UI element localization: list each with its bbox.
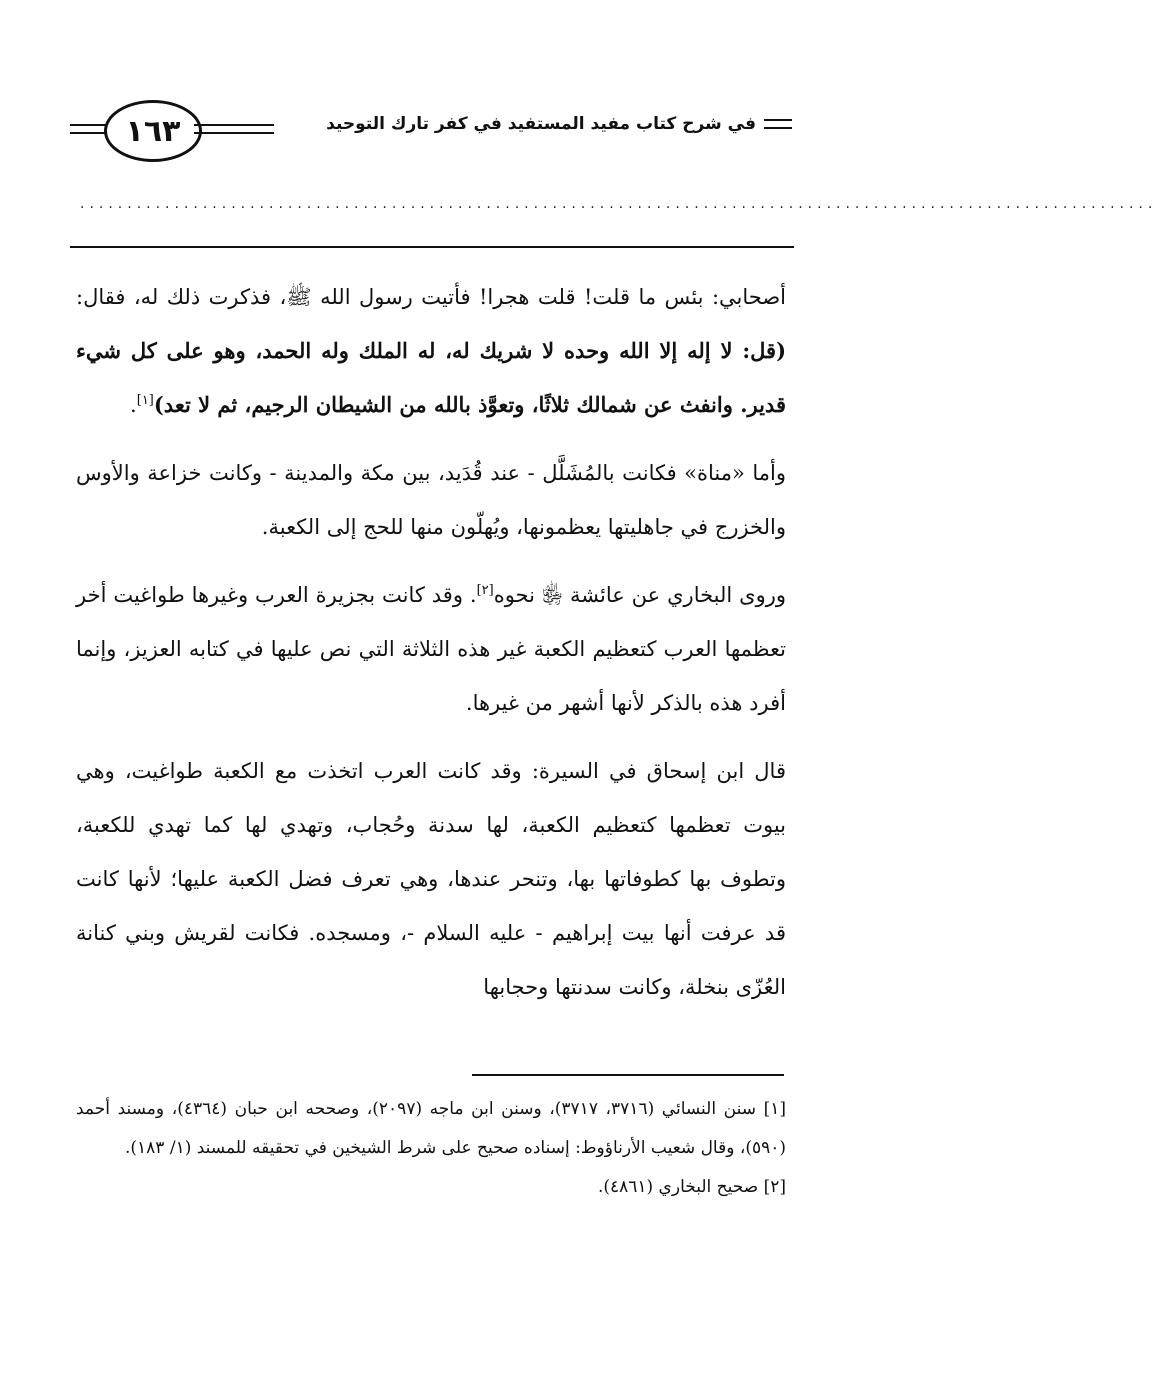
paragraph-1-intro: أصحابي: بئس ما قلت! قلت هجرا! فأتيت رسول الله ﷺ، فذكرت ذلك له، فقال: (76, 285, 786, 309)
paragraph-4: قال ابن إسحاق في السيرة: وقد كانت العرب اتخذت مع الكعبة طواغيت، وهي بيوت تعظمها كتعظيم الكعبة، لها سدنة وحُجاب، وتهدي لها كما تهدي للكعبة، وتطوف بها كطوفاتها بها، وتنحر عندها، وهي تعرف فضل الكعبة عليها؛ لأنها كانت قد عرفت أنها بيت إبراهيم - عليه السلام -، ومسجده. فكانت لقريش وبني كنانة العُزّى بنخلة، وكانت سدنتها وحجابها (76, 759, 786, 999)
footnote-ref-2: [٢] (476, 583, 494, 598)
dotted-separator: .................................................................................................................. (80, 196, 1157, 212)
footnote-rule (472, 1074, 784, 1076)
paragraph-3-start: وروى البخاري عن عائشة ﵂ نحوه (493, 583, 786, 607)
hadith-quote: (قل: لا إله إلا الله وحده لا شريك له، له الملك وله الحمد، وهو على كل شيء قدير. وانفث عن شمالك ثلاثًا، وتعوَّذ بالله من الشيطان الرجيم، ثم لا تعد) (76, 338, 786, 417)
paragraph-1-end: . (130, 393, 137, 417)
running-header (318, 114, 792, 134)
badge-ornament-line-right (194, 124, 274, 134)
header-rule (70, 246, 794, 248)
running-title: في شرح كتاب مفيد المستفيد في كفر تارك التوحيد (326, 114, 756, 134)
paragraph-1 (76, 270, 786, 432)
page-number-badge (70, 98, 280, 162)
header-ornament-line (764, 119, 792, 129)
page-number: ١٦٣ (104, 100, 202, 162)
footnotes (76, 1090, 786, 1207)
badge-ornament-line-left (70, 124, 106, 134)
paragraph-3 (76, 568, 786, 730)
page-header (70, 98, 792, 162)
footnote-2: [٢] صحيح البخاري (٤٨٦١). (597, 1177, 786, 1197)
paragraph-2: وأما «مناة» فكانت بالمُشَلَّل - عند قُدَيد، بين مكة والمدينة - وكانت خزاعة والأوس والخزرج في جاهليتها يعظمونها، ويُهلّون منها للحج إلى الكعبة. (76, 461, 786, 539)
paragraph-3-rest: . وقد كانت بجزيرة العرب وغيرها طواغيت أخر تعظمها العرب كتعظيم الكعبة غير هذه الثلاثة التي نص عليها في كتابه العزيز، وإنما أفرد هذه بالذكر لأنها أشهر من غيرها. (76, 583, 786, 715)
footnote-ref-1: [١] (136, 393, 154, 408)
footnote-1: [١] سنن النسائي (٣٧١٦، ٣٧١٧)، وسنن ابن ماجه (٢٠٩٧)، وصححه ابن حبان (٤٣٦٤)، ومسند أحمد (٥٩٠)، وقال شعيب الأرناؤوط: إسناده صحيح على شرط الشيخين في تحقيقه للمسند (١/ ١٨٣). (76, 1099, 787, 1158)
main-text (76, 270, 786, 1028)
